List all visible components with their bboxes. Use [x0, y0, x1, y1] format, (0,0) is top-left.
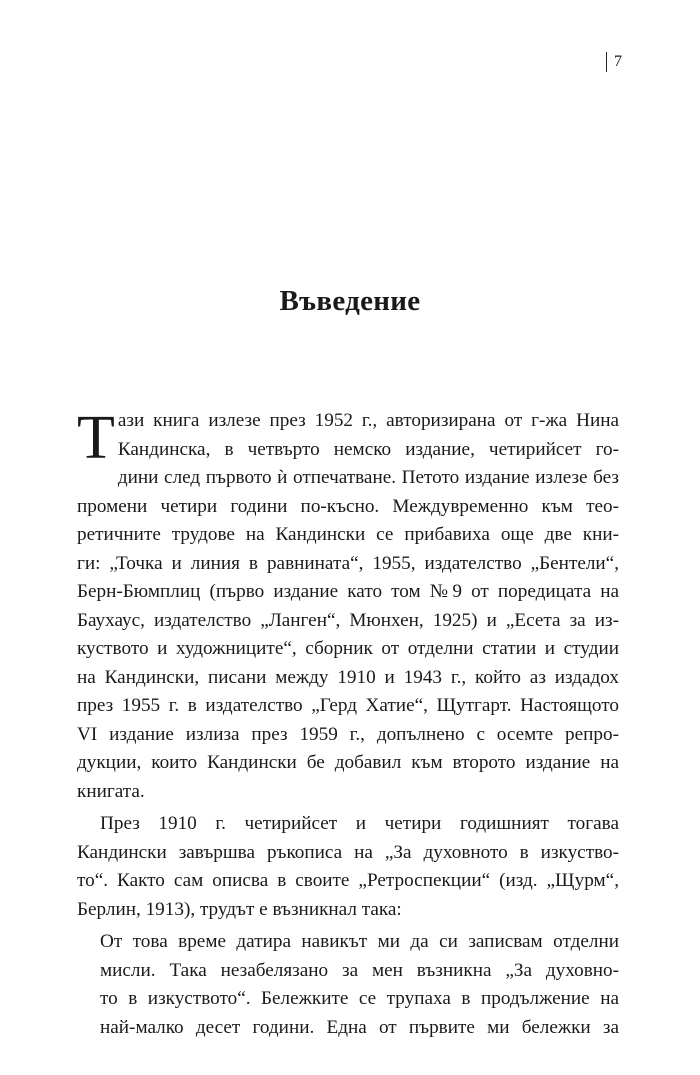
paragraph-line: на Кандински, писани между 1910 и 1943 г., който аз издадох — [77, 666, 619, 688]
paragraph-line: VI издание излиза през 1959 г., допълнено с осемте репро- — [77, 723, 619, 745]
paragraph-line: ги: „Точка и линия в равнината“, 1955, издателство „Бентели“, — [77, 552, 619, 574]
quote-line: то в изкуството“. Бележките се трупаха в продължение на — [100, 988, 619, 1009]
paragraph-line: то“. Както сам описва в своите „Ретроспекции“ (изд. „Щурм“, — [77, 870, 619, 891]
paragraph-line: Берлин, 1913), трудът е възникнал така: — [77, 898, 402, 920]
quote-line: най-малко десет години. Една от първите ми бележки за — [100, 1016, 619, 1038]
paragraph-line: промени четири години по-късно. Междувременно към тео- — [77, 495, 619, 517]
paragraph-line: книгата. — [77, 780, 145, 802]
paragraph-line: през 1955 г. в издателство „Герд Хатие“, Щутгарт. Настоящото — [77, 695, 619, 716]
quote-line: От това време датира навикът ми да си записвам отделни — [100, 931, 619, 952]
drop-cap-lines — [118, 407, 619, 464]
paragraph-line: ази книга излезе през 1952 г., авторизирана от г-жа Нина — [117, 410, 619, 431]
paragraph-line: ретичните трудове на Кандински се прибавиха още две кни- — [77, 524, 619, 545]
paragraph-line: През 1910 г. четирийсет и четири годишният тогава — [100, 813, 619, 834]
quote-line: мисли. Така незабелязано за мен възникна „За духовно- — [100, 959, 619, 981]
paragraph-line: дукции, които Кандински бе добавил към второто издание на — [77, 752, 619, 773]
paragraph-line: дини след първото ѝ отпечатване. Петото издание излезе без — [117, 467, 619, 488]
intro-paragraph — [77, 404, 619, 806]
paragraph-line: Баухаус, издателство „Ланген“, Мюнхен, 1925) и „Есета за из- — [77, 609, 619, 631]
second-paragraph — [77, 810, 619, 924]
quote-block — [77, 928, 619, 1042]
body-text — [77, 404, 619, 1042]
chapter-title: Въведение — [279, 285, 421, 317]
page-number: 7 — [606, 52, 622, 72]
drop-cap: Т — [77, 404, 115, 472]
paragraph-line: Кандинска, в четвърто немско издание, четирийсет го- — [117, 438, 619, 460]
paragraph-line: Кандински завършва ръкописа на „За духовното в изкуство- — [77, 841, 619, 863]
paragraph-line: куството и художниците“, сборник от отделни статии и студии — [77, 638, 619, 659]
paragraph-line: Берн-Бюмплиц (първо издание като том №9 от поредицата на — [77, 581, 619, 602]
